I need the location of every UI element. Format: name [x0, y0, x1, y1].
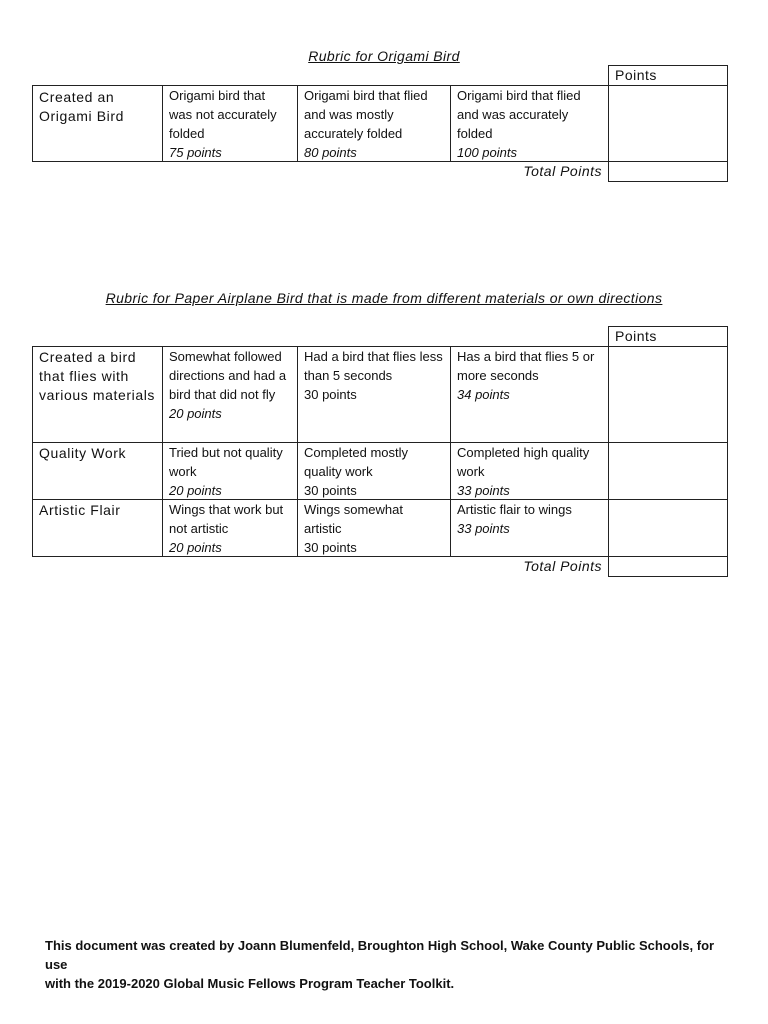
- rubric2-criterion-artistic: Artistic Flair: [32, 499, 163, 557]
- rubric2-total-cell[interactable]: [608, 556, 728, 577]
- rubric1-title: Rubric for Origami Bird: [308, 48, 460, 64]
- rubric2-row1-level1-text: Somewhat followed directions and had a bird that did not fly: [169, 349, 287, 402]
- rubric1-level1-text: Origami bird that was not accurately folded: [169, 88, 277, 141]
- rubric1-points-header: Points: [608, 65, 728, 86]
- rubric1-level2-points: 80 points: [304, 145, 357, 160]
- rubric2-row1-level1-points: 20 points: [169, 406, 222, 421]
- rubric2-row1-level2-text: Had a bird that flies less than 5 seconds: [304, 349, 443, 383]
- rubric1-level3-text: Origami bird that flied and was accurately folded: [457, 88, 581, 141]
- rubric1-total-label: Total Points: [523, 163, 602, 179]
- rubric2-row2-points-cell[interactable]: [608, 442, 728, 500]
- rubric2-points-header: Points: [608, 326, 728, 347]
- rubric2-row1-level1-cell: [162, 346, 298, 443]
- rubric2-title: Rubric for Paper Airplane Bird that is made from different materials or own directions: [105, 290, 663, 306]
- rubric1-level2-cell: [297, 85, 451, 162]
- footer-line-1: This document was created by Joann Blumenfeld, Broughton High School, Wake County Public Schools, for use: [45, 938, 715, 972]
- rubric2-row1-level3-points: 34 points: [457, 387, 510, 402]
- rubric2-row1-level2-cell: [297, 346, 451, 443]
- rubric2-row1-points-cell[interactable]: [608, 346, 728, 443]
- rubric2-criterion-flies: Created a bird that flies with various materials: [32, 346, 163, 443]
- rubric2-row2-level2-text: Completed mostly quality work: [304, 445, 409, 479]
- rubric2-row2-level3-cell: [450, 442, 609, 500]
- rubric2-row1-level2-points: 30 points: [304, 387, 357, 402]
- footer-line-2: with the 2019-2020 Global Music Fellows Program Teacher Toolkit.: [45, 976, 455, 991]
- rubric2-row2-level2-cell: [297, 442, 451, 500]
- rubric1-total-cell[interactable]: [608, 161, 728, 182]
- rubric1-level2-text: Origami bird that flied and was mostly accurately folded: [304, 88, 428, 141]
- rubric2-row3-level2-text: Wings somewhat artistic: [304, 502, 403, 536]
- rubric1-points-cell[interactable]: [608, 85, 728, 162]
- rubric2-row1-level3-cell: [450, 346, 609, 443]
- rubric2-row2-level1-points: 20 points: [169, 483, 222, 498]
- rubric2-row3-level2-cell: [297, 499, 451, 557]
- rubric2-row3-level2-points: 30 points: [304, 540, 357, 555]
- footer-credit: [45, 936, 735, 993]
- rubric2-row3-points-cell[interactable]: [608, 499, 728, 557]
- rubric1-level3-points: 100 points: [457, 145, 517, 160]
- rubric2-row1-level3-text: Has a bird that flies 5 or more seconds: [457, 349, 595, 383]
- rubric1-level1-points: 75 points: [169, 145, 222, 160]
- rubric2-criterion-quality: Quality Work: [32, 442, 163, 500]
- rubric2-row2-level1-text: Tried but not quality work: [169, 445, 283, 479]
- rubric2-row2-level3-text: Completed high quality work: [457, 445, 590, 479]
- rubric2-total-label: Total Points: [523, 558, 602, 574]
- rubric2-row3-level1-points: 20 points: [169, 540, 222, 555]
- rubric1-criterion-origami: Created an Origami Bird: [32, 85, 163, 162]
- rubric1-level3-cell: [450, 85, 609, 162]
- rubric2-row3-level3-points: 33 points: [457, 521, 510, 536]
- rubric2-row2-level1-cell: [162, 442, 298, 500]
- rubric2-row3-level3-cell: [450, 499, 609, 557]
- rubric2-row2-level3-points: 33 points: [457, 483, 510, 498]
- rubric2-row3-level1-text: Wings that work but not artistic: [169, 502, 284, 536]
- rubric2-row3-level1-cell: [162, 499, 298, 557]
- rubric1-level1-cell: [162, 85, 298, 162]
- rubric2-row2-level2-points: 30 points: [304, 483, 357, 498]
- rubric2-row3-level3-text: Artistic flair to wings: [457, 502, 572, 517]
